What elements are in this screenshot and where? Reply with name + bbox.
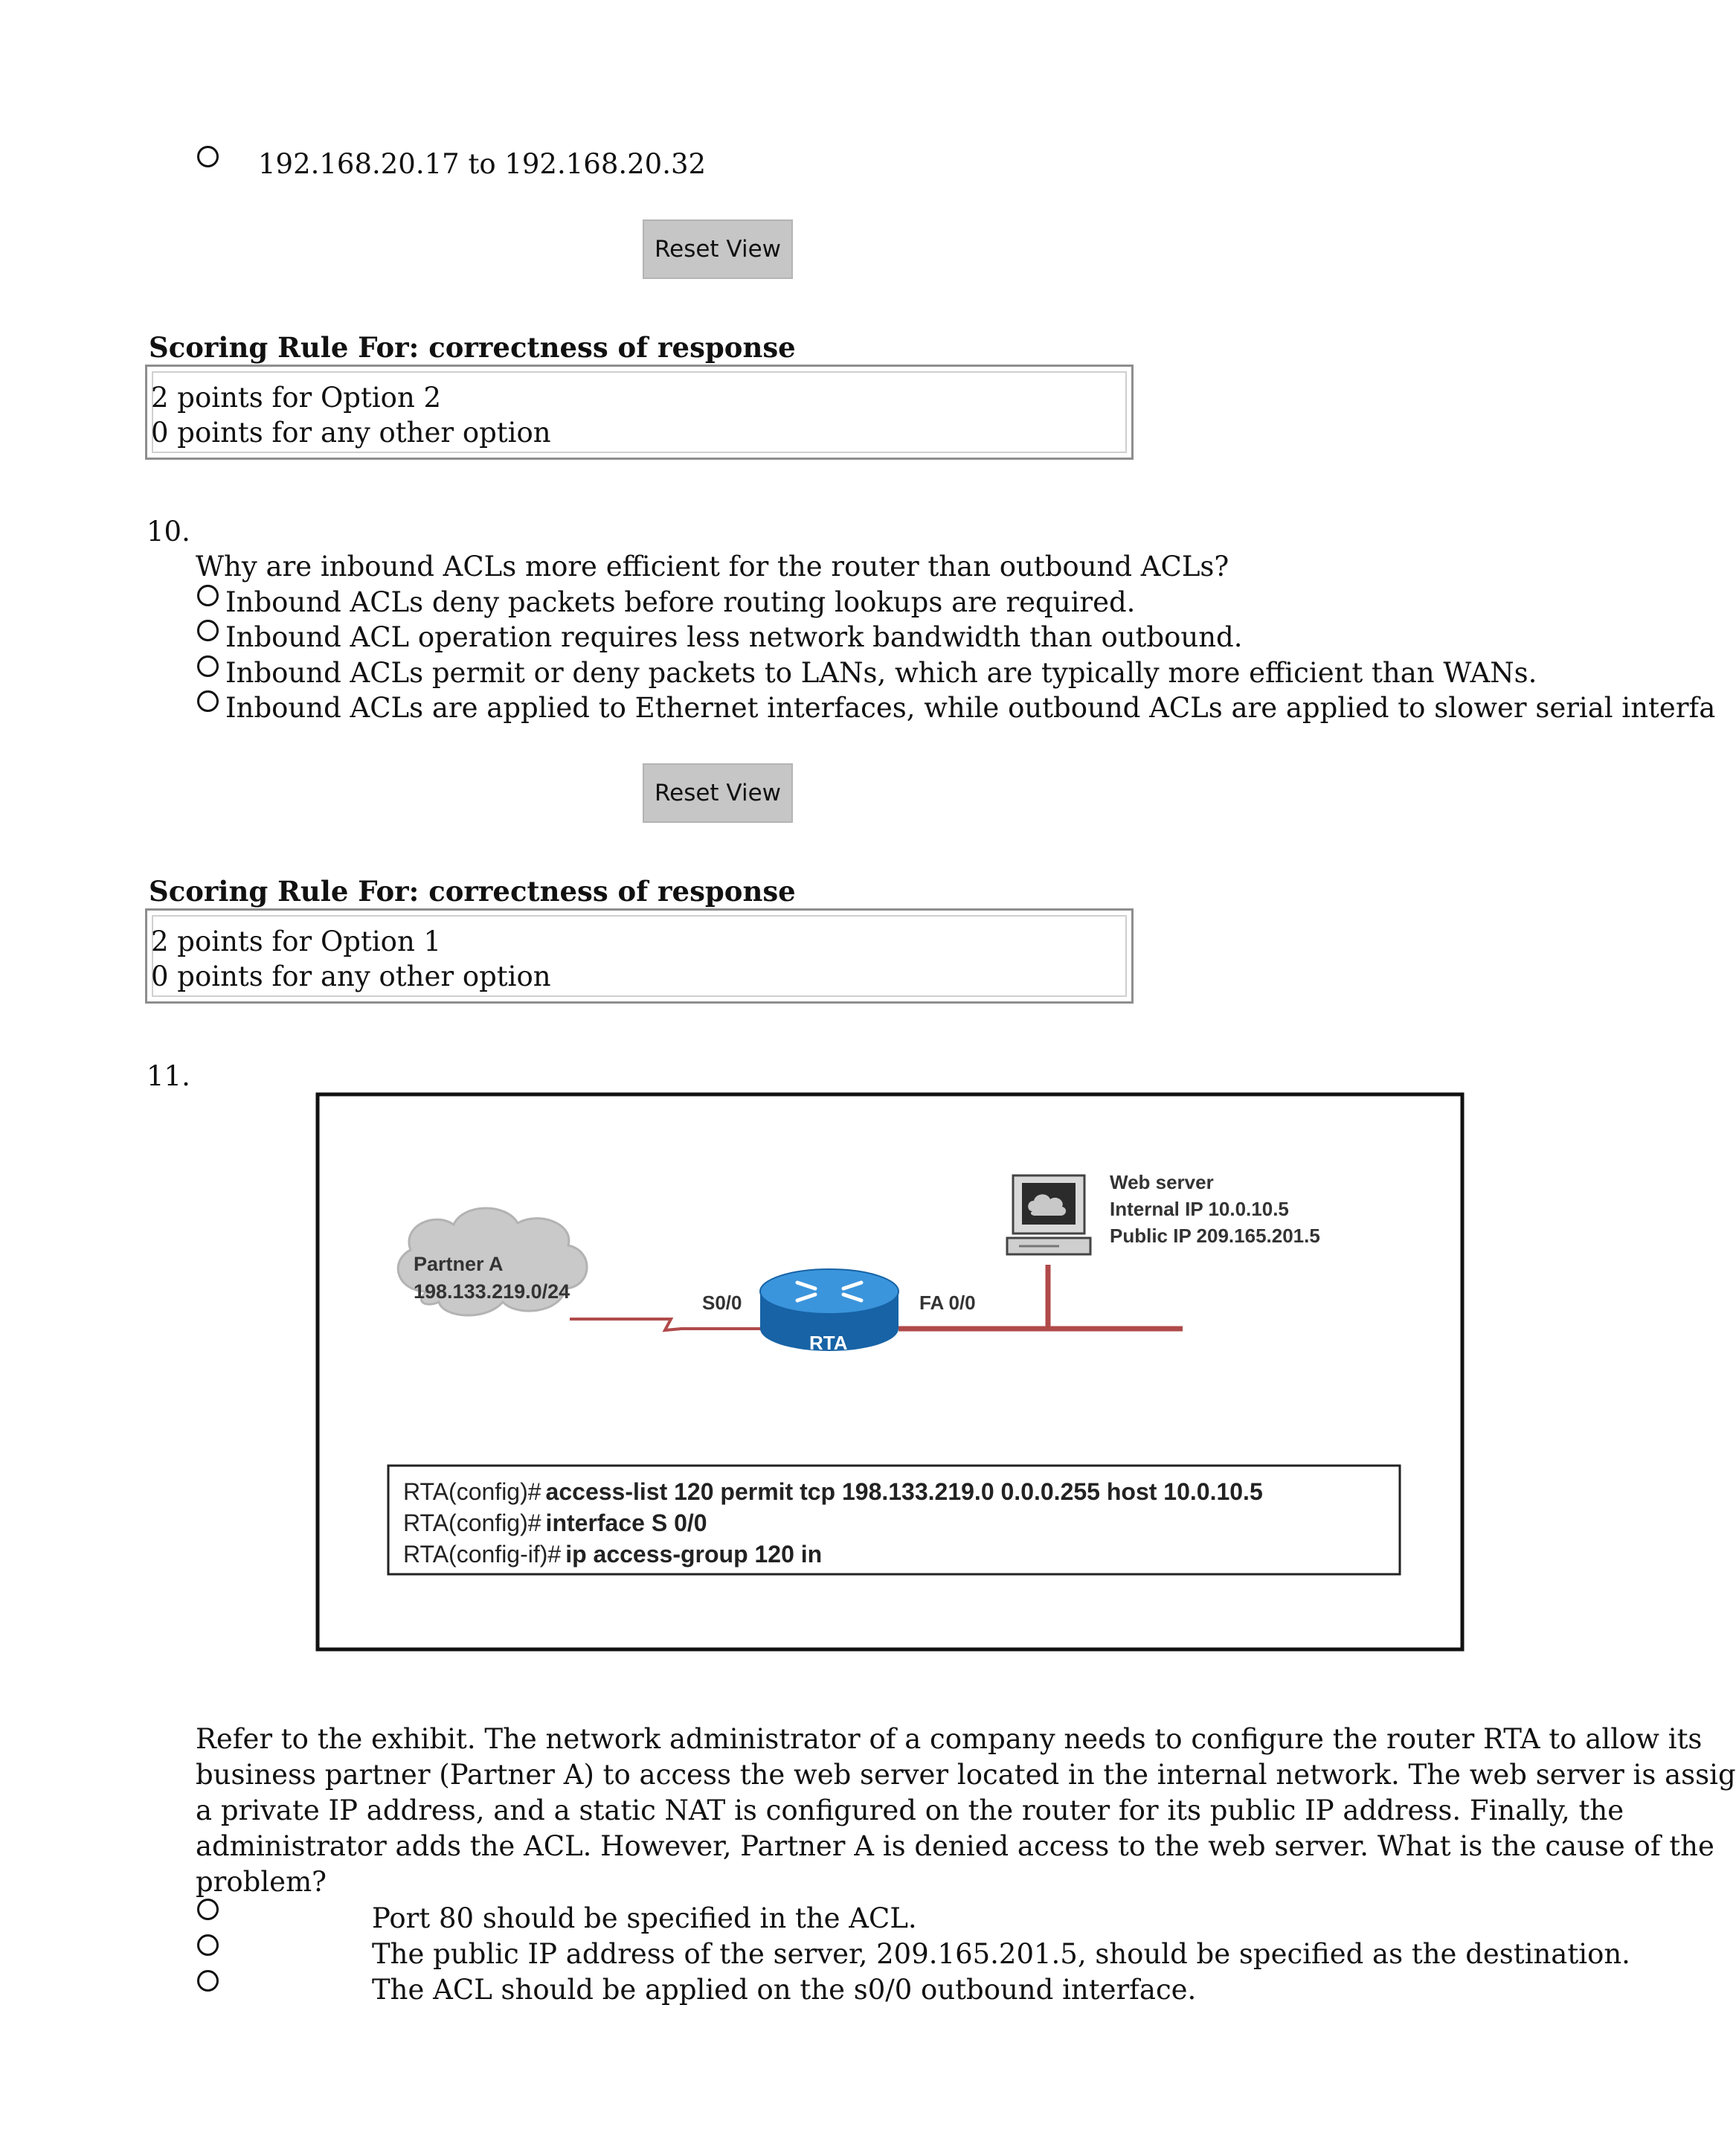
router-label: RTA bbox=[809, 1332, 848, 1354]
q10-scoring-title: Scoring Rule For: correctness of response bbox=[149, 875, 796, 908]
q9-reset-view-button[interactable]: Reset View bbox=[643, 219, 793, 279]
q10-option-text: Inbound ACLs deny packets before routing lookups are required. bbox=[225, 586, 1136, 618]
cli-command: access-list 120 permit tcp 198.133.219.0 0.0.0.255 host 10.0.10.5 bbox=[545, 1478, 1263, 1505]
q11-exhibit-diagram bbox=[315, 1092, 1465, 1652]
q10-option-radio[interactable] bbox=[197, 620, 219, 641]
q10-option-text: Inbound ACLs permit or deny packets to LANs, which are typically more efficient than WANs. bbox=[225, 657, 1537, 689]
paragraph-line: administrator adds the ACL. However, Partner A is denied access to the web server. What is the cause of the bbox=[196, 1830, 1714, 1862]
q9-scoring-line: 2 points for Option 2 bbox=[151, 382, 442, 414]
q11-question-paragraph bbox=[196, 1722, 1736, 1900]
q10-option-text: Inbound ACL operation requires less network bandwidth than outbound. bbox=[225, 621, 1243, 653]
server-title-label: Web server bbox=[1110, 1171, 1214, 1193]
q11-option-text: The ACL should be applied on the s0/0 outbound interface. bbox=[372, 1974, 1197, 2006]
q11-number: 11. bbox=[147, 1060, 190, 1092]
q11-option-radio[interactable] bbox=[197, 1934, 219, 1956]
q11-option-radio[interactable] bbox=[197, 1970, 219, 1992]
q11-option-radio[interactable] bbox=[197, 1899, 219, 1920]
serial-interface-label: S0/0 bbox=[702, 1292, 742, 1314]
q10-question: Why are inbound ACLs more efficient for the router than outbound ACLs? bbox=[196, 551, 1229, 583]
paragraph-line: a private IP address, and a static NAT is configured on the router for its public IP address. Finally, the bbox=[196, 1794, 1624, 1826]
q10-scoring-box bbox=[145, 908, 1134, 1004]
cli-line bbox=[403, 1478, 1263, 1505]
q10-option-radio[interactable] bbox=[197, 690, 219, 712]
web-server-icon bbox=[1007, 1175, 1090, 1254]
cli-command: ip access-group 120 in bbox=[565, 1541, 823, 1568]
q10-option-radio[interactable] bbox=[197, 585, 219, 606]
cli-line bbox=[403, 1541, 822, 1568]
q9-option-text: 192.168.20.17 to 192.168.20.32 bbox=[258, 148, 707, 180]
q10-option-radio[interactable] bbox=[197, 655, 219, 677]
server-public-ip-label: Public IP 209.165.201.5 bbox=[1110, 1225, 1320, 1247]
cloud-network-label: 198.133.219.0/24 bbox=[414, 1280, 570, 1303]
q10-option-text: Inbound ACLs are applied to Ethernet interfaces, while outbound ACLs are applied to slower serial interfa bbox=[225, 692, 1716, 724]
q10-scoring-line: 0 points for any other option bbox=[151, 960, 551, 992]
q9-option-radio[interactable] bbox=[197, 146, 219, 167]
cli-prompt: RTA(config-if)# bbox=[403, 1541, 562, 1568]
q10-reset-view-button[interactable]: Reset View bbox=[643, 763, 793, 823]
paragraph-line: Refer to the exhibit. The network administrator of a company needs to configure the router RTA to allow its bbox=[196, 1723, 1703, 1755]
q9-scoring-title: Scoring Rule For: correctness of response bbox=[149, 331, 796, 364]
cli-line bbox=[403, 1509, 707, 1536]
cli-prompt: RTA(config)# bbox=[403, 1478, 541, 1505]
q9-scoring-line: 0 points for any other option bbox=[151, 417, 551, 449]
paragraph-line: problem? bbox=[196, 1866, 327, 1898]
q10-scoring-line: 2 points for Option 1 bbox=[151, 925, 442, 957]
q11-option-text: The public IP address of the server, 209.165.201.5, should be specified as the destination. bbox=[372, 1938, 1630, 1970]
cloud-name-label: Partner A bbox=[414, 1253, 504, 1275]
fa-interface-label: FA 0/0 bbox=[919, 1292, 976, 1314]
server-internal-ip-label: Internal IP 10.0.10.5 bbox=[1110, 1198, 1289, 1220]
cli-prompt: RTA(config)# bbox=[403, 1509, 541, 1536]
paragraph-line: business partner (Partner A) to access the web server located in the internal network. The web server is assig bbox=[196, 1759, 1736, 1791]
q11-option-text: Port 80 should be specified in the ACL. bbox=[372, 1902, 917, 1934]
cli-command: interface S 0/0 bbox=[545, 1509, 707, 1536]
q10-number: 10. bbox=[147, 516, 190, 548]
q9-scoring-box bbox=[145, 365, 1134, 460]
